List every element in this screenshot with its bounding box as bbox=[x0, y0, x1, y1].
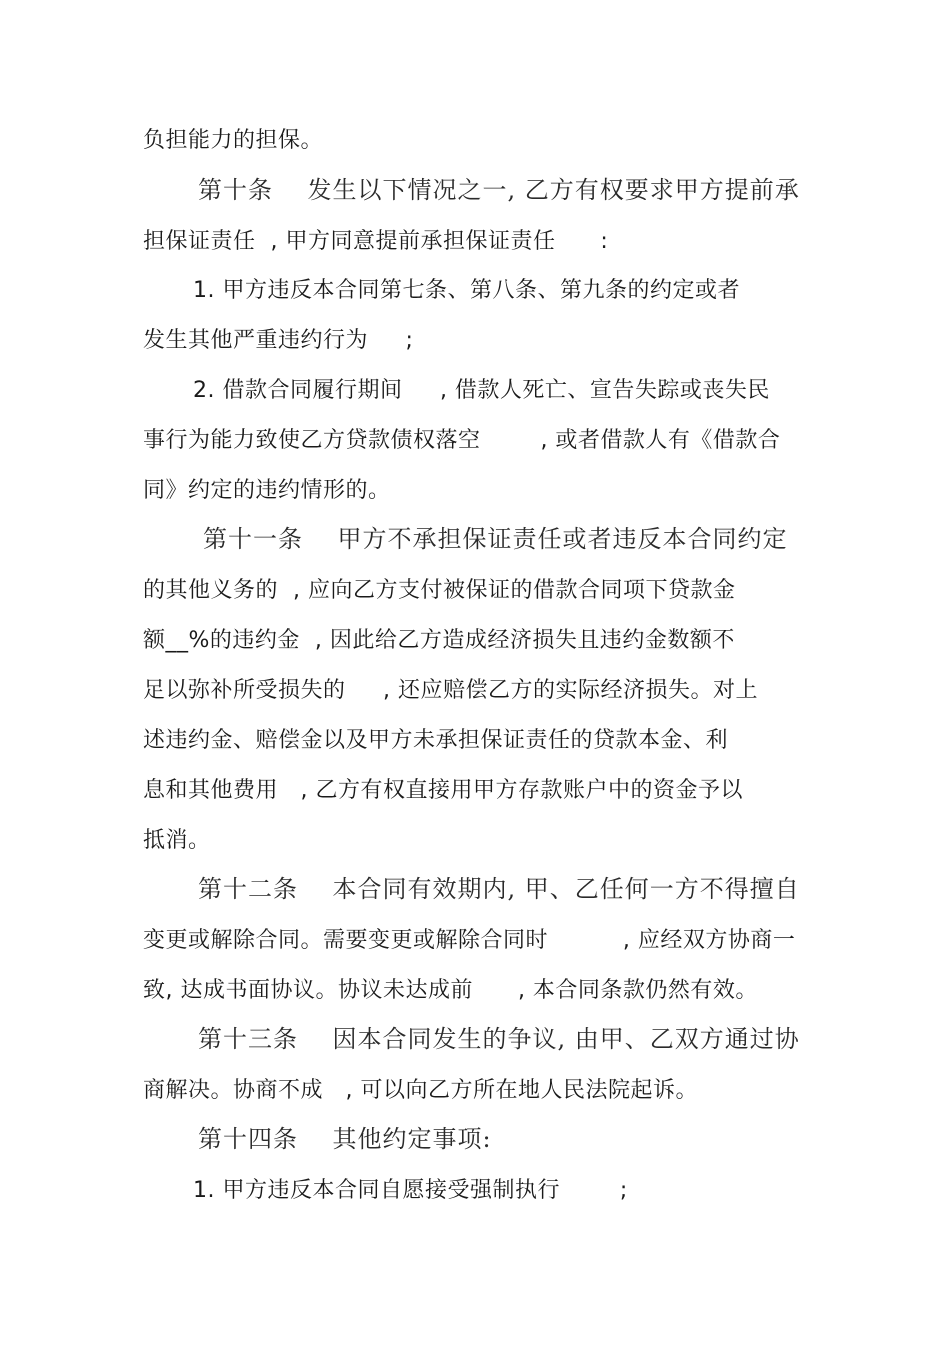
text-line: 抵消。 bbox=[143, 828, 211, 853]
list-item-line: 1. 甲方违反本合同自愿接受强制执行 ; bbox=[193, 1178, 628, 1203]
list-item-line: 2. 借款合同履行期间 , 借款人死亡、宣告失踪或丧失民 bbox=[193, 378, 770, 403]
clause-11-heading-line: 第十一条 甲方不承担保证责任或者违反本合同约定 bbox=[203, 525, 788, 553]
text-line: 变更或解除合同。需要变更或解除合同时 , 应经双方协商一 bbox=[143, 928, 796, 953]
text-line: 述违约金、赔偿金以及甲方未承担保证责任的贷款本金、利 bbox=[143, 728, 729, 753]
text-line: 负担能力的担保。 bbox=[143, 128, 324, 153]
list-item-line: 1. 甲方违反本合同第七条、第八条、第九条的约定或者 bbox=[193, 278, 740, 303]
clause-12-heading-line: 第十二条 本合同有效期内, 甲、乙任何一方不得擅自 bbox=[198, 875, 800, 903]
text-line: 足以弥补所受损失的 , 还应赔偿乙方的实际经济损失。对上 bbox=[143, 678, 758, 703]
clause-10-heading-line: 第十条 发生以下情况之一, 乙方有权要求甲方提前承 bbox=[198, 176, 800, 204]
text-line: 额__%的违约金 , 因此给乙方造成经济损失且违约金数额不 bbox=[143, 628, 735, 653]
clause-13-heading-line: 第十三条 因本合同发生的争议, 由甲、乙双方通过协 bbox=[198, 1025, 800, 1053]
text-line: 的其他义务的 , 应向乙方支付被保证的借款合同项下贷款金 bbox=[143, 578, 736, 603]
clause-14-heading-line: 第十四条 其他约定事项: bbox=[198, 1125, 492, 1153]
text-line: 同》约定的违约情形的。 bbox=[143, 478, 391, 503]
text-line: 发生其他严重违约行为 ; bbox=[143, 328, 414, 353]
text-line: 息和其他费用 , 乙方有权直接用甲方存款账户中的资金予以 bbox=[143, 778, 743, 803]
text-line: 致, 达成书面协议。协议未达成前 , 本合同条款仍然有效。 bbox=[143, 978, 758, 1003]
text-line: 商解决。协商不成 , 可以向乙方所在地人民法院起诉。 bbox=[143, 1078, 698, 1103]
text-line: 事行为能力致使乙方贷款债权落空 , 或者借款人有《借款合 bbox=[143, 428, 781, 453]
text-line: 担保证责任 , 甲方同意提前承担保证责任 : bbox=[143, 229, 609, 254]
